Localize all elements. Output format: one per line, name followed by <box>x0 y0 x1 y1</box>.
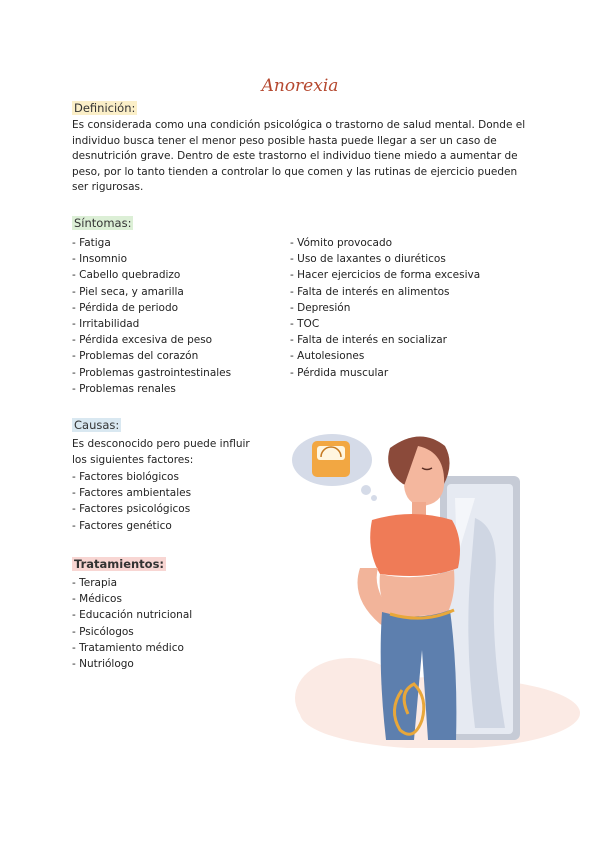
sintomas-list-1 <box>72 235 282 397</box>
sintomas-heading <box>72 216 133 230</box>
causas-heading-text: Causas: <box>74 418 120 432</box>
list-item: - Falta de interés en alimentos <box>290 284 540 300</box>
tratamientos-heading <box>72 557 166 571</box>
list-item: - Falta de interés en socializar <box>290 332 540 348</box>
list-item: - Uso de laxantes o diuréticos <box>290 251 540 267</box>
list-item: - Vómito provocado <box>290 235 540 251</box>
definicion-heading-text: Definición: <box>74 101 136 115</box>
definicion-heading <box>72 101 137 115</box>
causas-heading <box>72 418 121 432</box>
shirt <box>370 514 460 576</box>
causas-list <box>72 469 282 534</box>
list-item: - Terapia <box>72 575 282 591</box>
list-item: - Problemas del corazón <box>72 348 282 364</box>
list-item: - Factores biológicos <box>72 469 282 485</box>
list-item: - Factores psicológicos <box>72 501 282 517</box>
list-item: - Psicólogos <box>72 624 282 640</box>
causas-intro-line-2: los siguientes factores: <box>72 454 194 467</box>
sintomas-list-2 <box>290 235 540 381</box>
list-item: - Hacer ejercicios de forma excesiva <box>290 267 540 283</box>
list-item: - Cabello quebradizo <box>72 267 282 283</box>
list-item: - Factores ambientales <box>72 485 282 501</box>
list-item: - Nutriólogo <box>72 656 282 672</box>
list-item: - Pérdida muscular <box>290 365 540 381</box>
list-item: - Factores genético <box>72 518 282 534</box>
list-item: - Tratamiento médico <box>72 640 282 656</box>
definicion-text: Es considerada como una condición psicológica o trastorno de salud mental. Donde el individuo busca tener el menor peso posible hasta puede llegar a ser un caso de desnutrición grave. Dentro de este trastorno el individuo tiene miedo a aumentar de peso, por lo tanto tienden a controlar lo que comen y las rutinas de ejercicio pueden ser rigurosas. <box>72 119 526 194</box>
list-item: - Depresión <box>290 300 540 316</box>
list-item: - Insomnio <box>72 251 282 267</box>
list-item: - Pérdida de periodo <box>72 300 282 316</box>
tratamientos-heading-text: Tratamientos: <box>74 557 165 571</box>
list-item: - Piel seca, y amarilla <box>72 284 282 300</box>
causas-intro-line-1: Es desconocido pero puede influir <box>72 438 250 450</box>
sintomas-heading-text: Síntomas: <box>74 216 132 230</box>
list-item: - TOC <box>290 316 540 332</box>
list-item: - Médicos <box>72 591 282 607</box>
list-item: - Problemas gastrointestinales <box>72 365 282 381</box>
list-item: - Educación nutricional <box>72 607 282 623</box>
list-item: - Irritabilidad <box>72 316 282 332</box>
list-item: - Autolesiones <box>290 348 540 364</box>
woman-measuring-waist-illustration <box>290 428 580 748</box>
list-item: - Fatiga <box>72 235 282 251</box>
causas-intro <box>72 436 282 468</box>
page-title: Anorexia <box>261 76 339 96</box>
list-item: - Problemas renales <box>72 381 282 397</box>
tratamientos-list <box>72 575 282 672</box>
list-item: - Pérdida excesiva de peso <box>72 332 282 348</box>
scale-thought-bubble <box>292 434 377 501</box>
